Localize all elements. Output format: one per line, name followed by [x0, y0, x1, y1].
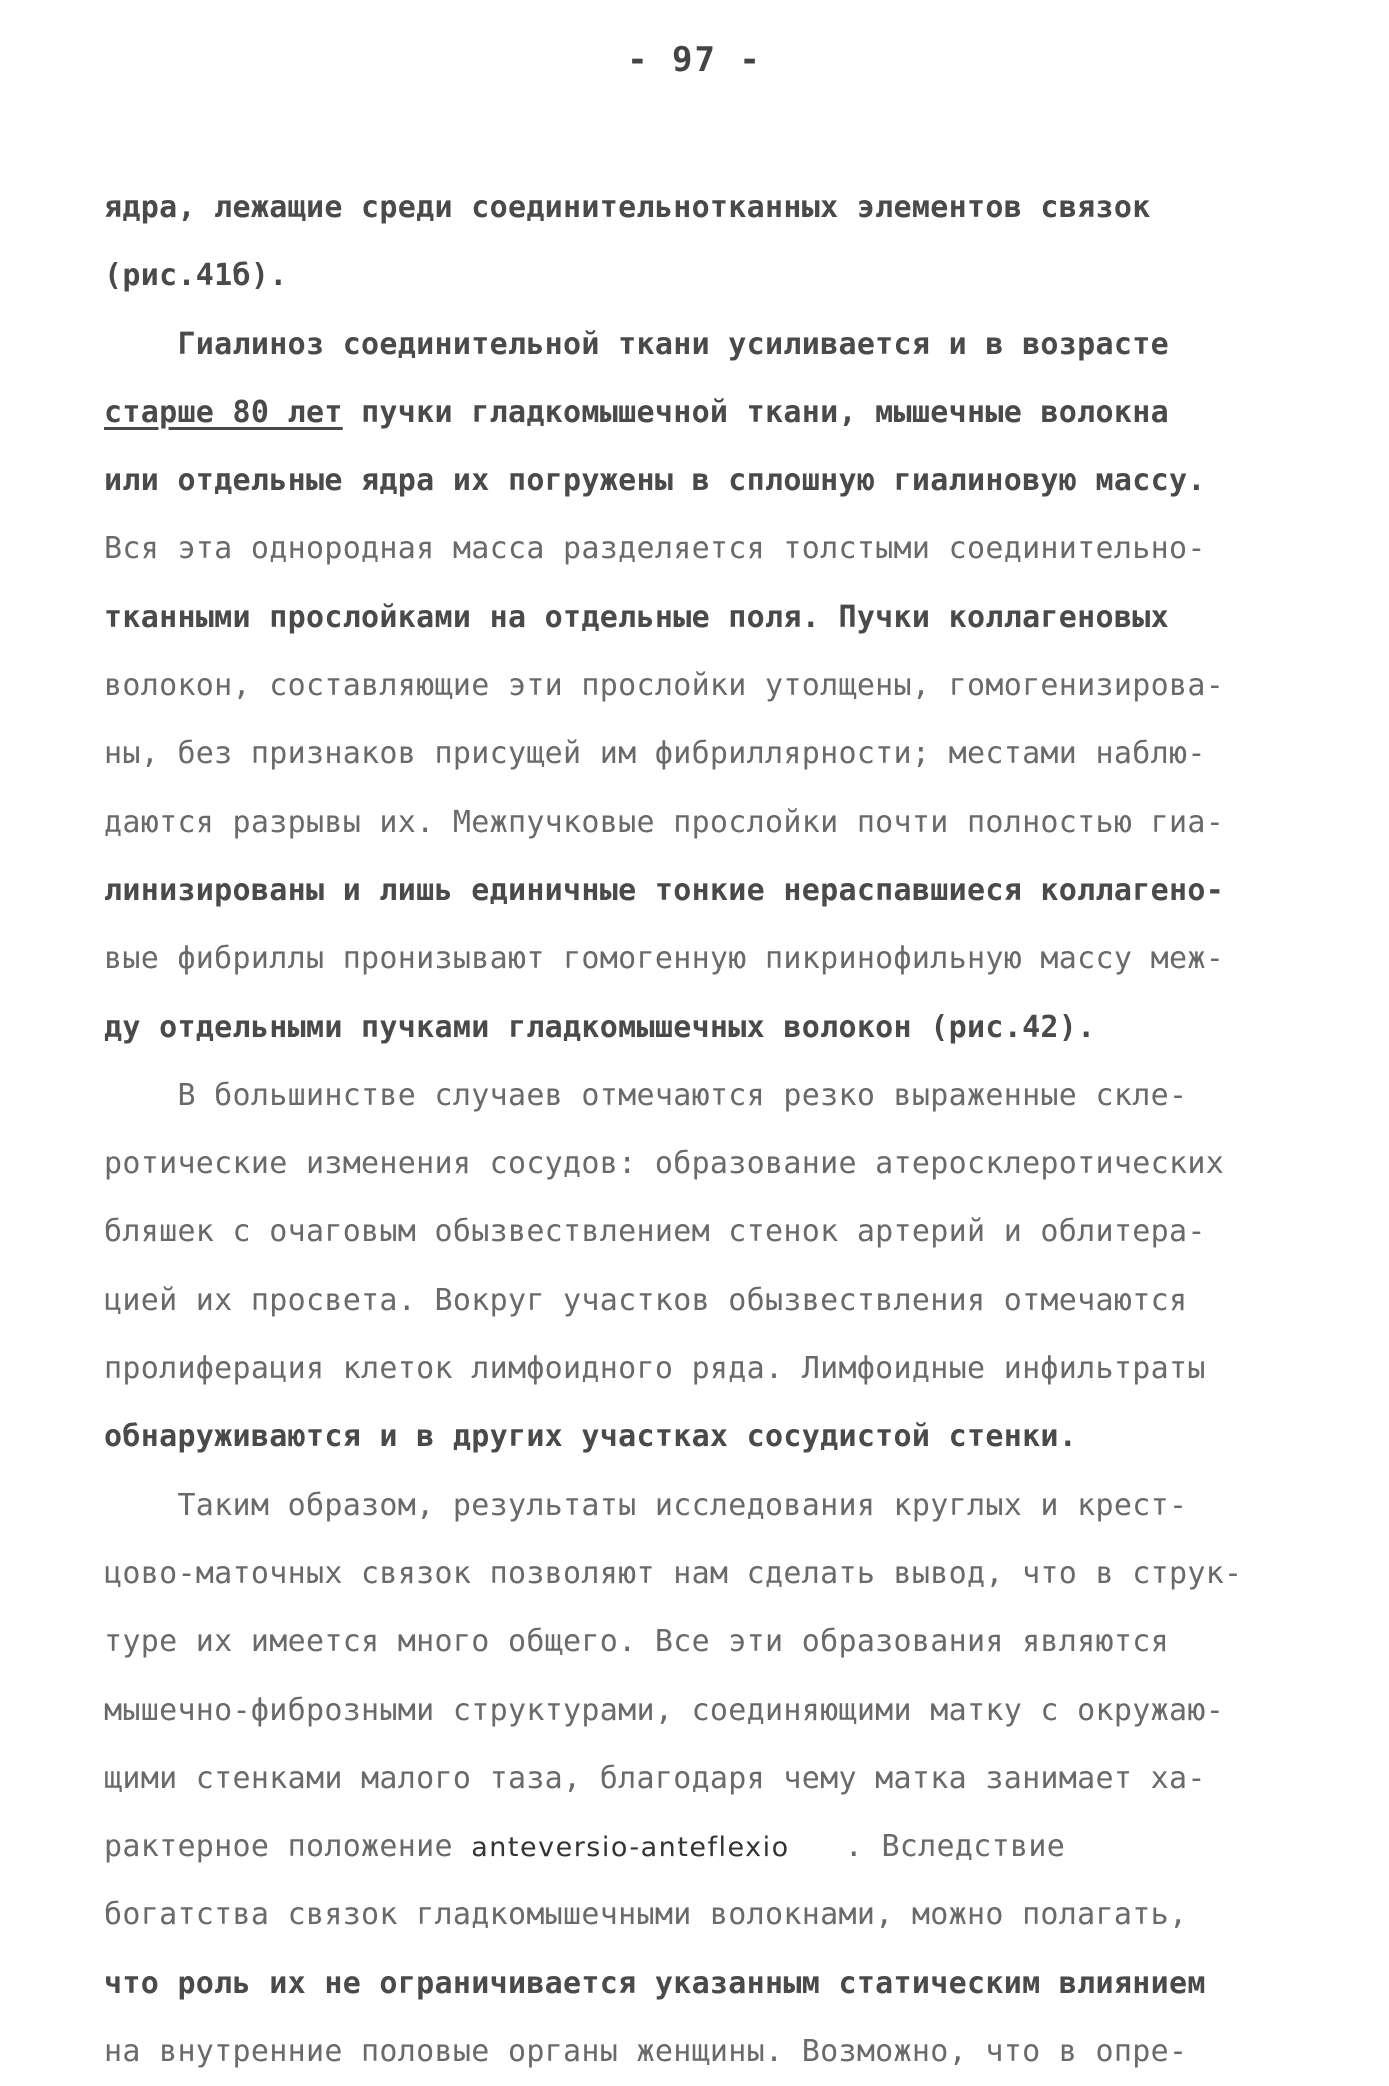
text-line: бляшек с очаговым обызвествлением стенок артерий и облитера-: [104, 1214, 1206, 1250]
text-line: что роль их не ограничивается указанным статическим влиянием: [104, 1965, 1206, 2001]
text-line: волокон, составляющие эти прослойки утолщены, гомогенизирова-: [104, 668, 1225, 704]
text-line: обнаруживаются и в других участках сосудистой стенки.: [104, 1419, 1078, 1455]
text-line: на внутренние половые органы женщины. Возможно, что в опре-: [104, 2034, 1188, 2070]
text-line: ны, без признаков присущей им фибриллярности; местами наблю-: [104, 736, 1206, 772]
text-line: щими стенками малого таза, благодаря чему матка занимает ха-: [104, 1760, 1206, 1796]
text-line: ротические изменения сосудов: образование атеросклеротических: [104, 1146, 1225, 1182]
text-line-end: . Вследствие: [844, 1829, 1066, 1865]
text-line: ядра, лежащие среди соединительнотканных элементов связок: [104, 190, 1151, 225]
text-line: ду отдельными пучками гладкомышечных волокон (рис.42).: [104, 1009, 1096, 1045]
text-line-rest: пучки гладкомышечной ткани, мышечные волокна: [342, 394, 1169, 430]
text-line: В большинстве случаев отмечаются резко выраженные скле-: [104, 1077, 1188, 1113]
text-line-with-latin: [104, 1813, 1304, 1881]
text-line: цово-маточных связок позволяют нам сделать вывод, что в струк-: [104, 1555, 1243, 1591]
text-line-start: рактерное положение: [104, 1829, 453, 1865]
text-line: даются разрывы их. Межпучковые прослойки почти полностью гиа-: [104, 804, 1225, 840]
body-text: [104, 174, 1304, 2086]
text-line: богатства связок гладкомышечными волокнами, можно полагать,: [104, 1897, 1188, 1933]
page-number: - 97 -: [627, 40, 762, 80]
latin-term: anteversio-anteflexio: [471, 1832, 790, 1864]
text-line: пролиферация клеток лимфоидного ряда. Лимфоидные инфильтраты: [104, 1351, 1206, 1387]
text-line: Вся эта однородная масса разделяется толстыми соединительно-: [104, 531, 1206, 567]
text-line: мышечно-фиброзными структурами, соединяющими матку с окружаю-: [104, 1692, 1225, 1728]
text-line: Гиалиноз соединительной ткани усиливается и в возрасте: [104, 326, 1169, 362]
underlined-phrase: старше 80 лет: [104, 394, 343, 430]
text-line: (рис.41б).: [104, 258, 288, 294]
text-line: или отдельные ядра их погружены в сплошную гиалиновую массу.: [104, 463, 1206, 499]
text-line: тканными прослойками на отдельные поля. Пучки коллагеновых: [104, 599, 1169, 635]
text-line: туре их имеется много общего. Все эти образования являются: [104, 1624, 1169, 1660]
text-line: линизированы и лишь единичные тонкие нераспавшиеся коллагено-: [104, 872, 1225, 908]
text-line: Таким образом, результаты исследования круглых и крест-: [104, 1487, 1188, 1523]
text-line: вые фибриллы пронизывают гомогенную пикринофильную массу меж-: [104, 941, 1225, 977]
text-line-underlined: [104, 379, 1304, 447]
text-line: цией их просвета. Вокруг участков обызвествления отмечаются: [104, 1282, 1188, 1318]
